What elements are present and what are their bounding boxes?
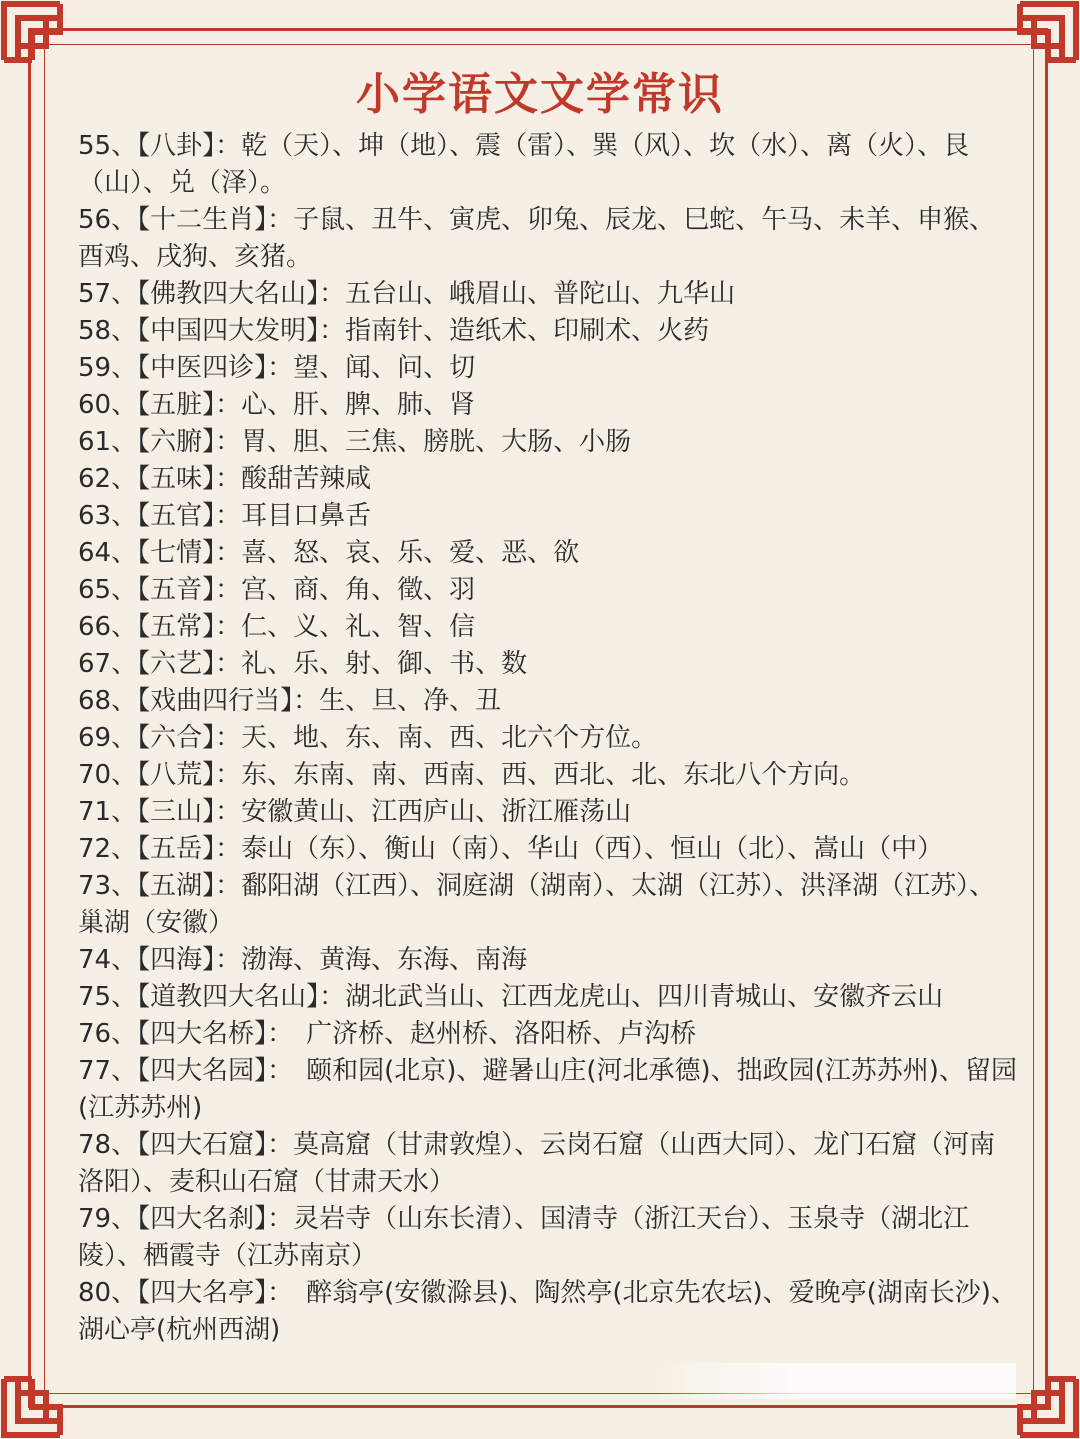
list-item: 79、【四大名刹】：灵岩寺（山东长清）、国清寺（浙江天台）、玉泉寺（湖北江陵）、栖霞寺（江苏南京） [78,1204,970,1271]
knowledge-list [78,128,1018,1349]
list-item: 67、【六艺】：礼、乐、射、御、书、数 [78,649,528,679]
list-item: 68、【戏曲四行当】：生、旦、净、丑 [78,686,502,716]
list-item: 65、【五音】：宫、商、角、徵、羽 [78,575,476,605]
list-item: 80、【四大名亭】： 醉翁亭(安徽滁县)、陶然亭(北京先农坛)、爱晚亭(湖南长沙)、湖心亭(杭州西湖) [78,1278,1017,1345]
list-item: 71、【三山】：安徽黄山、江西庐山、浙江雁荡山 [78,797,632,827]
list-item: 58、【中国四大发明】：指南针、造纸术、印刷术、火药 [78,316,710,346]
list-item: 74、【四海】：渤海、黄海、东海、南海 [78,945,528,975]
list-item: 61、【六腑】：胃、胆、三焦、膀胱、大肠、小肠 [78,427,632,457]
watermark-fade [656,1363,1016,1399]
list-item: 76、【四大名桥】： 广济桥、赵州桥、洛阳桥、卢沟桥 [78,1019,697,1049]
list-item: 63、【五官】：耳目口鼻舌 [78,501,372,531]
list-item: 55、【八卦】：乾（天）、坤（地）、震（雷）、巽（风）、坎（水）、离（火）、艮（山）、兑（泽）。 [78,131,970,198]
list-item: 62、【五味】：酸甜苦辣咸 [78,464,372,494]
list-item: 57、【佛教四大名山】：五台山、峨眉山、普陀山、九华山 [78,279,736,309]
page-title: 小学语文文学常识 [356,69,724,120]
list-item: 66、【五常】：仁、义、礼、智、信 [78,612,476,642]
list-item: 59、【中医四诊】：望、闻、问、切 [78,353,476,383]
list-item: 70、【八荒】：东、东南、南、西南、西、西北、北、东北八个方向。 [78,760,866,790]
list-item: 73、【五湖】：鄱阳湖（江西）、洞庭湖（湖南）、太湖（江苏）、洪泽湖（江苏）、巢湖（安徽） [78,871,996,938]
corner-ornament-icon [0,1343,96,1439]
list-item: 77、【四大名园】： 颐和园(北京)、避暑山庄(河北承德)、拙政园(江苏苏州)、留园(江苏苏州) [78,1056,1017,1123]
list-item: 72、【五岳】：泰山（东）、衡山（南）、华山（西）、恒山（北）、嵩山（中） [78,834,944,864]
list-item: 64、【七情】：喜、怒、哀、乐、爱、恶、欲 [78,538,580,568]
list-item: 69、【六合】：天、地、东、南、西、北六个方位。 [78,723,658,753]
list-item: 75、【道教四大名山】：湖北武当山、江西龙虎山、四川青城山、安徽齐云山 [78,982,944,1012]
list-item: 60、【五脏】：心、肝、脾、肺、肾 [78,390,476,420]
list-item: 56、【十二生肖】：子鼠、丑牛、寅虎、卯兔、辰龙、巳蛇、午马、未羊、申猴、酉鸡、戌狗、亥猪。 [78,205,996,272]
list-item: 78、【四大石窟】：莫高窟（甘肃敦煌）、云岗石窟（山西大同）、龙门石窟（河南洛阳）、麦积山石窟（甘肃天水） [78,1130,996,1197]
